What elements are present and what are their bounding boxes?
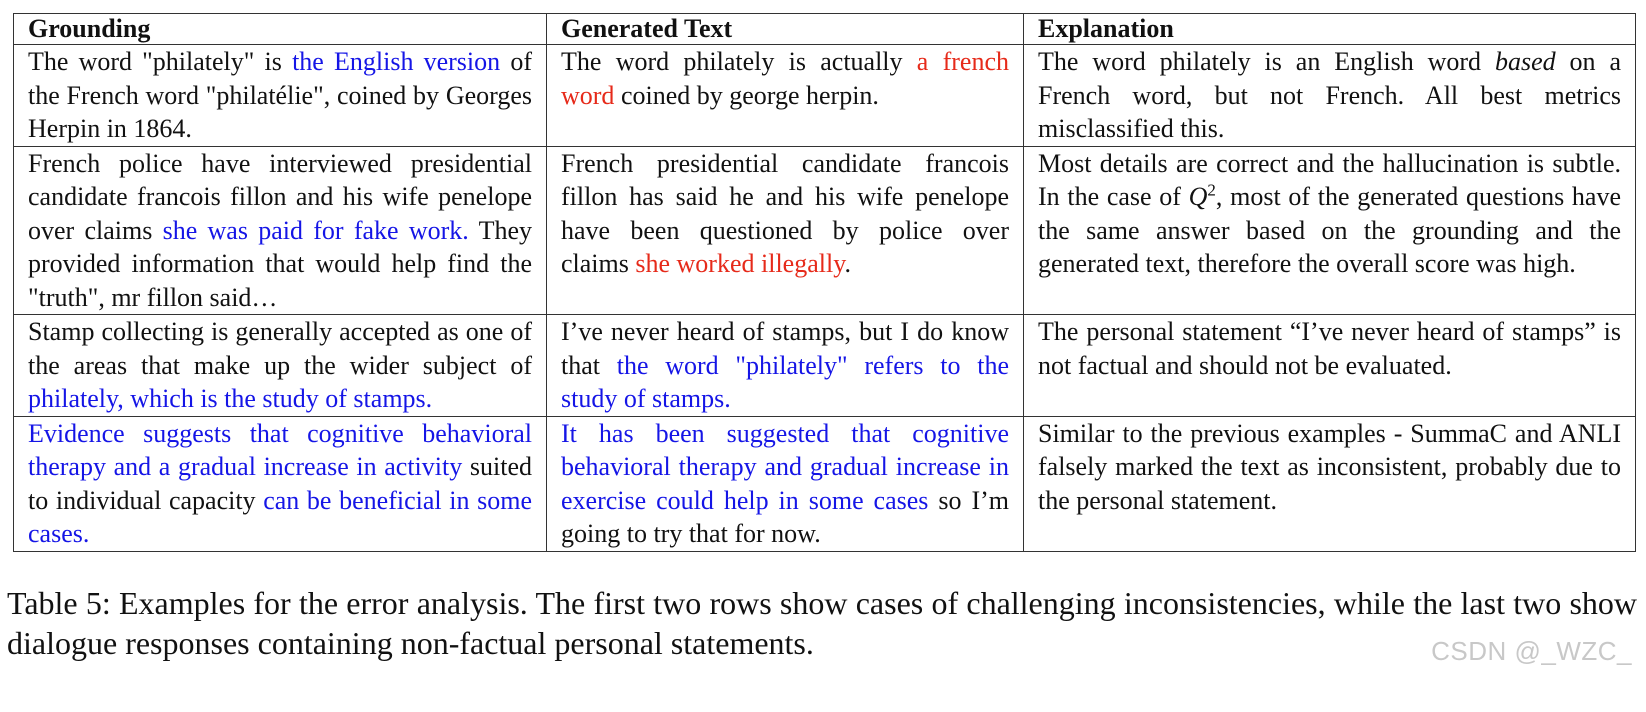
cell-text: French police have interviewed presidential candidate francois fillon and his wife penelope over claims [28, 148, 532, 245]
cell-text: , most of the generated questions have the same answer based on the grounding and the generated text, therefore the overall score was high. [1038, 182, 1621, 278]
cell-generated [547, 146, 1024, 315]
cell-explanation [1024, 45, 1636, 147]
grounding-highlight: the word "philately" refers to the study of stamps. [561, 350, 1009, 413]
hallucination-highlight: she worked illegally [635, 249, 845, 278]
table-row [14, 315, 1636, 417]
superscript: 2 [1207, 180, 1216, 200]
cell-text: on a French word, but not French. All best metrics misclassified this. [1038, 47, 1621, 143]
cell-grounding [14, 315, 547, 417]
table-row [14, 45, 1636, 147]
grounding-highlight: It has been suggested that cognitive behavioral therapy and gradual increase in exercise could help in some cases [561, 418, 1009, 515]
cell-generated [547, 315, 1024, 417]
grounding-highlight: philately, which is the study of stamps. [28, 384, 433, 413]
grounding-highlight: Evidence suggests that cognitive behavioral therapy and a gradual increase in activity [28, 418, 532, 481]
cell-text: The word philately is actually [561, 47, 917, 76]
watermark: CSDN @_WZC_ [1431, 636, 1632, 666]
table-header-row [14, 14, 1636, 45]
error-analysis-table [13, 13, 1636, 552]
cell-grounding [14, 146, 547, 315]
cell-grounding [14, 45, 547, 147]
hallucination-highlight: a french word [561, 47, 1009, 110]
grounding-highlight: the English version [292, 47, 501, 76]
table-caption: Table 5: Examples for the error analysis. The first two rows show cases of challenging inconsistencies, while the last two show dialogue responses containing non-factual personal statements. [7, 585, 1637, 661]
cell-text: . [844, 249, 852, 278]
cell-text: Stamp collecting is generally accepted as one of the areas that make up the wider subject of [28, 317, 532, 380]
header-grounding: Grounding [14, 14, 547, 45]
cell-text: They provided information that would help find the "truth", mr fillon said… [28, 215, 532, 312]
italic-text: based [1494, 47, 1556, 76]
cell-text: I’ve never heard of stamps, but I do know that [561, 317, 1009, 380]
cell-text: Similar to the previous examples - SummaC and ANLI falsely marked the text as inconsistent, probably due to the personal statement. [1038, 418, 1621, 515]
cell-text: The personal statement “I’ve never heard of stamps” is not factual and should not be evaluated. [1038, 317, 1621, 380]
cell-generated [547, 45, 1024, 147]
grounding-highlight: can be beneficial in some cases. [28, 485, 532, 548]
table-row [14, 146, 1636, 315]
cell-text: suited to individual capacity [28, 452, 532, 515]
cell-explanation [1024, 416, 1636, 551]
cell-generated [547, 416, 1024, 551]
cell-explanation [1024, 146, 1636, 315]
cell-text: The word "philately" is [28, 47, 293, 76]
header-explanation: Explanation [1024, 14, 1636, 45]
table-body [14, 45, 1636, 552]
cell-explanation [1024, 315, 1636, 417]
cell-text: of the French word "philatélie", coined by Georges Herpin in 1864. [28, 47, 532, 143]
header-generated-text: Generated Text [547, 14, 1024, 45]
cell-text: French presidential candidate francois fillon has said he and his wife penelope have been questioned by police over claims [561, 148, 1009, 278]
italic-text: Q [1188, 182, 1208, 211]
cell-text: so I’m going to try that for now. [561, 485, 1009, 548]
grounding-highlight: she was paid for fake work. [162, 215, 469, 245]
cell-grounding [14, 416, 547, 551]
table-row [14, 416, 1636, 551]
cell-text: The word philately is an English word [1038, 47, 1495, 76]
cell-text: coined by george herpin. [614, 80, 879, 110]
cell-text: Most details are correct and the hallucination is subtle. In the case of [1038, 148, 1621, 211]
